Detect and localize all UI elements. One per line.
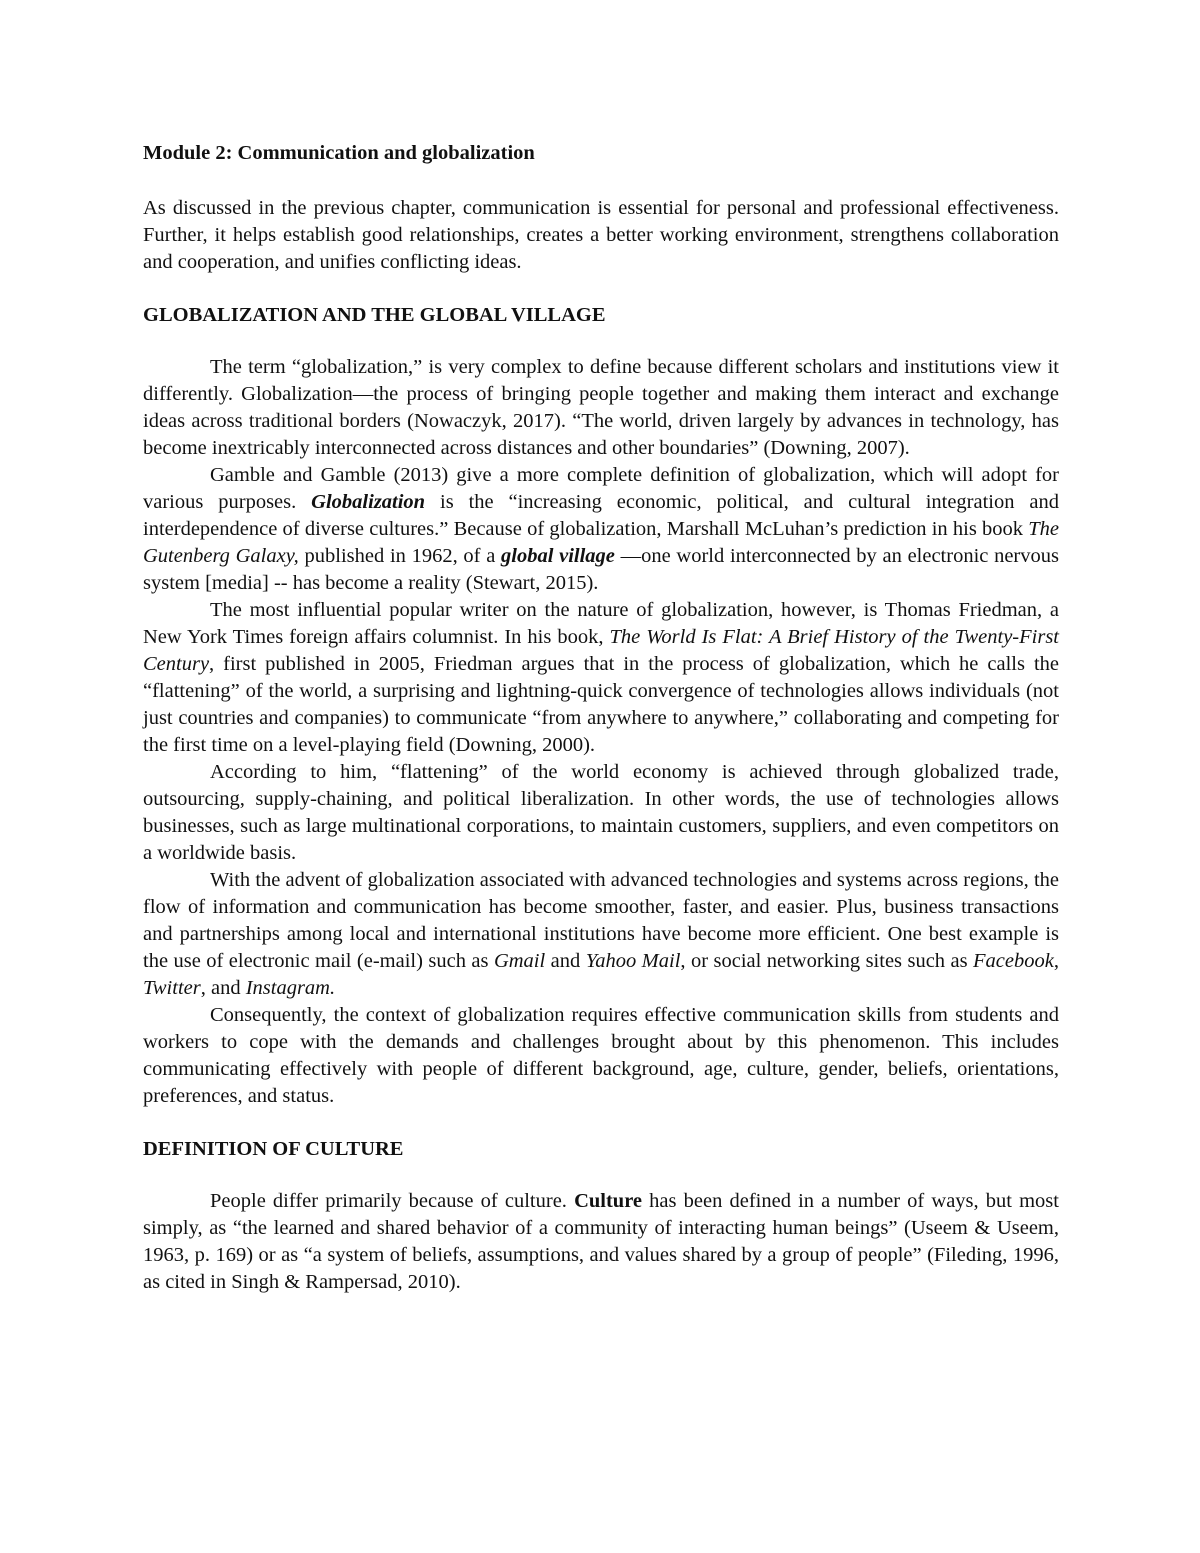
brand-gmail: Gmail <box>493 950 546 972</box>
book-title-gutenberg: The Gutenberg Galaxy, <box>143 518 1059 567</box>
globalization-paragraph-4: According to him, “flattening” of the world economy is achieved through globalized trade, outsourcing, supply-chaining, and political liberalization. In other words, the use of technologies allows businesses, such as large multinational corporations, to maintain customers, suppliers, and even competitors on a worldwide basis. <box>143 761 1059 864</box>
brand-twitter: Twitter <box>143 977 201 999</box>
globalization-paragraph-2 <box>143 462 1059 597</box>
text-run: , or social networking sites such as <box>680 950 974 972</box>
brand-yahoo-mail: Yahoo Mail <box>585 950 681 972</box>
text-run: With the advent of globalization associated with advanced technologies and systems across regions, the flow of information and communication has become smoother, faster, and easier. Plus, business transactions and partnerships among local and international institutions have become more efficient. One best example is the use of electronic mail (e-mail) such as <box>143 869 1059 972</box>
text-run: , <box>1053 950 1059 972</box>
emphasis-global-village: global village <box>501 545 615 567</box>
section-heading-globalization: GLOBALIZATION AND THE GLOBAL VILLAGE <box>143 304 606 326</box>
emphasis-culture: Culture <box>574 1190 643 1212</box>
text-run: has been defined in a number of ways, but most simply, as “the learned and shared behavior of a community of interacting human beings” (Useem & Useem, 1963, p. 169) or as “a system of beliefs, assumptions, and values shared by a group of people” (Fileding, 1996, as cited in Singh & Rampersad, 2010). <box>143 1190 1059 1293</box>
globalization-paragraph-6: Consequently, the context of globalization requires effective communication skills from students and workers to cope with the demands and challenges brought about by this phenomenon. This includes communicating effectively with people of different background, age, culture, gender, beliefs, orientations, preferences, and status. <box>143 1004 1059 1107</box>
text-run: Gamble and Gamble (2013) give a more complete definition of globalization, which will adopt for various purposes. <box>143 464 1059 513</box>
emphasis-globalization: Globalization <box>311 491 426 513</box>
text-run: and <box>545 950 586 972</box>
text-run: The most influential popular writer on the nature of globalization, however, is Thomas Friedman, a New York Times foreign affairs columnist. In his book, <box>143 599 1059 648</box>
text-run: is the “increasing economic, political, and cultural integration and interdependence of diverse cultures.” Because of globalization, Marshall McLuhan’s prediction in his book <box>143 491 1059 540</box>
text-run: , and <box>200 977 246 999</box>
globalization-paragraph-5 <box>143 867 1059 1002</box>
document-page <box>143 140 1059 1296</box>
text-run: —one world interconnected by an electronic nervous system [media] -- has become a reality (Stewart, 2015). <box>143 545 1059 594</box>
brand-facebook: Facebook <box>973 950 1054 972</box>
globalization-paragraph-1: The term “globalization,” is very complex to define because different scholars and institutions view it differently. Globalization—the process of bringing people together and making them interact and exchange ideas across traditional borders (Nowaczyk, 2017). “The world, driven largely by advances in technology, has become inextricably interconnected across distances and other boundaries” (Downing, 2007). <box>143 356 1059 459</box>
section-heading-culture: DEFINITION OF CULTURE <box>143 1138 404 1160</box>
book-title-world-is-flat: The World Is Flat: A Brief History of the Twenty-First Century <box>143 626 1059 675</box>
brand-instagram: Instagram. <box>245 977 336 999</box>
page-title: Module 2: Communication and globalization <box>143 142 535 164</box>
text-run: , first published in 2005, Friedman argues that in the process of globalization, which he calls the “flattening” of the world, a surprising and lightning-quick convergence of technologies allows individuals (not just countries and companies) to communicate “from anywhere to anywhere,” collaborating and competing for the first time on a level-playing field (Downing, 2000). <box>143 653 1059 756</box>
intro-paragraph: As discussed in the previous chapter, communication is essential for personal and professional effectiveness. Further, it helps establish good relationships, creates a better working environment, strengthens collaboration and cooperation, and unifies conflicting ideas. <box>143 197 1059 273</box>
text-run: published in 1962, of a <box>298 545 502 567</box>
culture-paragraph-1 <box>143 1188 1059 1296</box>
text-run: People differ primarily because of culture. <box>210 1190 575 1212</box>
globalization-paragraph-3 <box>143 597 1059 759</box>
